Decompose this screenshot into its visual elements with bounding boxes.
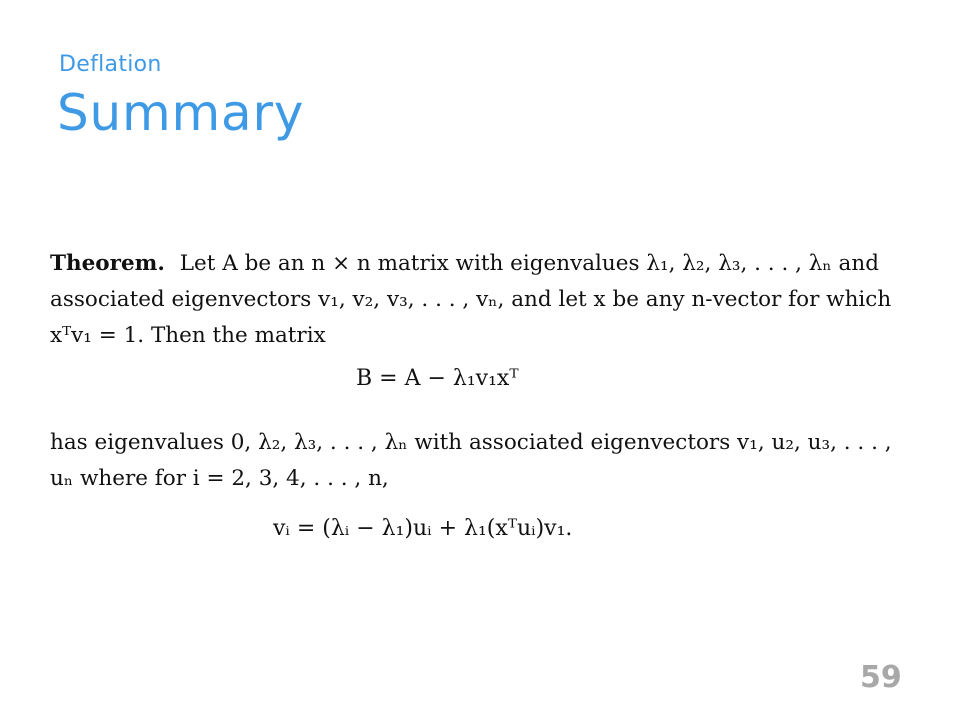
theorem-line-2: associated eigenvectors v₁, v₂, v₃, . . . , vₙ, and let x be any n-vector for which	[50, 287, 892, 312]
theorem-label: Theorem.	[50, 251, 165, 276]
slide-subtitle: Deflation	[59, 52, 162, 77]
equation-eigenvectors: vᵢ = (λᵢ − λ₁)uᵢ + λ₁(xᵀuᵢ)v₁.	[273, 516, 573, 541]
theorem-block	[50, 246, 920, 354]
theorem-line-5: uₙ where for i = 2, 3, 4, . . . , n,	[50, 466, 389, 491]
theorem-line-4: has eigenvalues 0, λ₂, λ₃, . . . , λₙ with associated eigenvectors v₁, u₂, u₃, . . . ,	[50, 430, 892, 455]
equation-deflated-matrix: B = A − λ₁v₁xᵀ	[356, 366, 519, 391]
page-number: 59	[860, 660, 902, 695]
theorem-line-1-text: Let A be an n × n matrix with eigenvalues λ₁, λ₂, λ₃, . . . , λₙ and	[179, 251, 879, 276]
theorem-line-3: xᵀv₁ = 1. Then the matrix	[50, 323, 326, 348]
theorem-line-1	[50, 246, 920, 282]
slide-title: Summary	[57, 84, 305, 142]
theorem-conclusion	[50, 425, 920, 497]
